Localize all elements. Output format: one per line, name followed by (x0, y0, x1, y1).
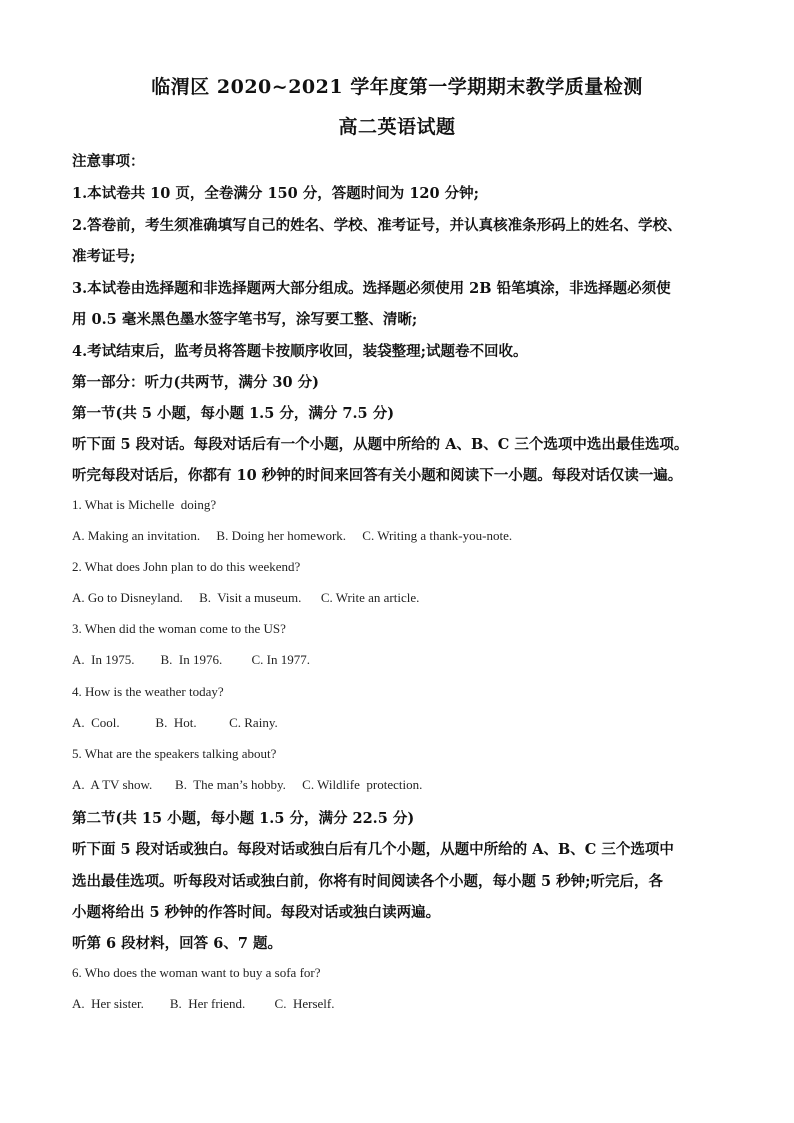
question-6-options: A. Her sister. B. Her friend. C. Herself. (72, 996, 335, 1011)
exam-subtitle: 高二英语试题 (338, 116, 456, 138)
notice-item-1: 1.本试卷共 10 页，全卷满分 150 分，答题时间为 120 分钟; (72, 185, 479, 202)
section2-instruction-c: 小题将给出 5 秒钟的作答时间。每段对话或独白读两遍。 (72, 904, 441, 921)
part1-heading: 第一部分：听力(共两节，满分 30 分) (72, 374, 319, 391)
question-2: 2. What does John plan to do this weekend? (72, 559, 301, 574)
question-5: 5. What are the speakers talking about? (72, 746, 277, 761)
question-3: 3. When did the woman come to the US? (72, 621, 286, 636)
section2-instruction-b: 选出最佳选项。听每段对话或独白前，你将有时间阅读各个小题，每小题 5 秒钟;听完后，各 (72, 873, 664, 890)
section2-heading: 第二节(共 15 小题，每小题 1.5 分，满分 22.5 分) (72, 810, 415, 827)
question-3-options: A. In 1975. B. In 1976. C. In 1977. (72, 652, 310, 667)
question-1-options: A. Making an invitation. B. Doing her homework. C. Writing a thank-you-note. (72, 528, 513, 543)
section1-instruction-b: 听完每段对话后，你都有 10 秒钟的时间来回答有关小题和阅读下一小题。每段对话仅读一遍。 (72, 467, 683, 484)
notice-item-3b: 用 0.5 毫米黑色墨水签字笔书写，涂写要工整、清晰; (72, 311, 418, 328)
material-6-heading: 听第 6 段材料，回答 6、7 题。 (72, 935, 282, 952)
section1-instruction-a: 听下面 5 段对话。每段对话后有一个小题，从题中所给的 A、B、C 三个选项中选出最佳选项。 (72, 436, 689, 453)
notice-item-2a: 2.答卷前，考生须准确填写自己的姓名、学校、准考证号，并认真核准条形码上的姓名、学校、 (72, 217, 682, 234)
notice-item-4: 4.考试结束后，监考员将答题卡按顺序收回，装袋整理;试题卷不回收。 (72, 343, 528, 360)
question-4-options: A. Cool. B. Hot. C. Rainy. (72, 715, 278, 730)
section2-instruction-a: 听下面 5 段对话或独白。每段对话或独白后有几个小题，从题中所给的 A、B、C 三个选项中 (72, 841, 674, 858)
section1-heading: 第一节(共 5 小题，每小题 1.5 分，满分 7.5 分) (72, 405, 395, 422)
exam-title: 临渭区 2020~2021 学年度第一学期期末教学质量检测 (151, 76, 643, 98)
notice-item-3a: 3.本试卷由选择题和非选择题两大部分组成。选择题必须使用 2B 铅笔填涂，非选择题必须使 (72, 280, 671, 297)
question-6: 6. Who does the woman want to buy a sofa for? (72, 965, 321, 980)
question-2-options: A. Go to Disneyland. B. Visit a museum. C. Write an article. (72, 590, 420, 605)
notice-item-2b: 准考证号; (72, 248, 136, 265)
question-5-options: A. A TV show. B. The man’s hobby. C. Wildlife protection. (72, 777, 423, 792)
question-1: 1. What is Michelle doing? (72, 497, 217, 512)
notice-heading: 注意事项： (72, 153, 145, 170)
question-4: 4. How is the weather today? (72, 684, 224, 699)
